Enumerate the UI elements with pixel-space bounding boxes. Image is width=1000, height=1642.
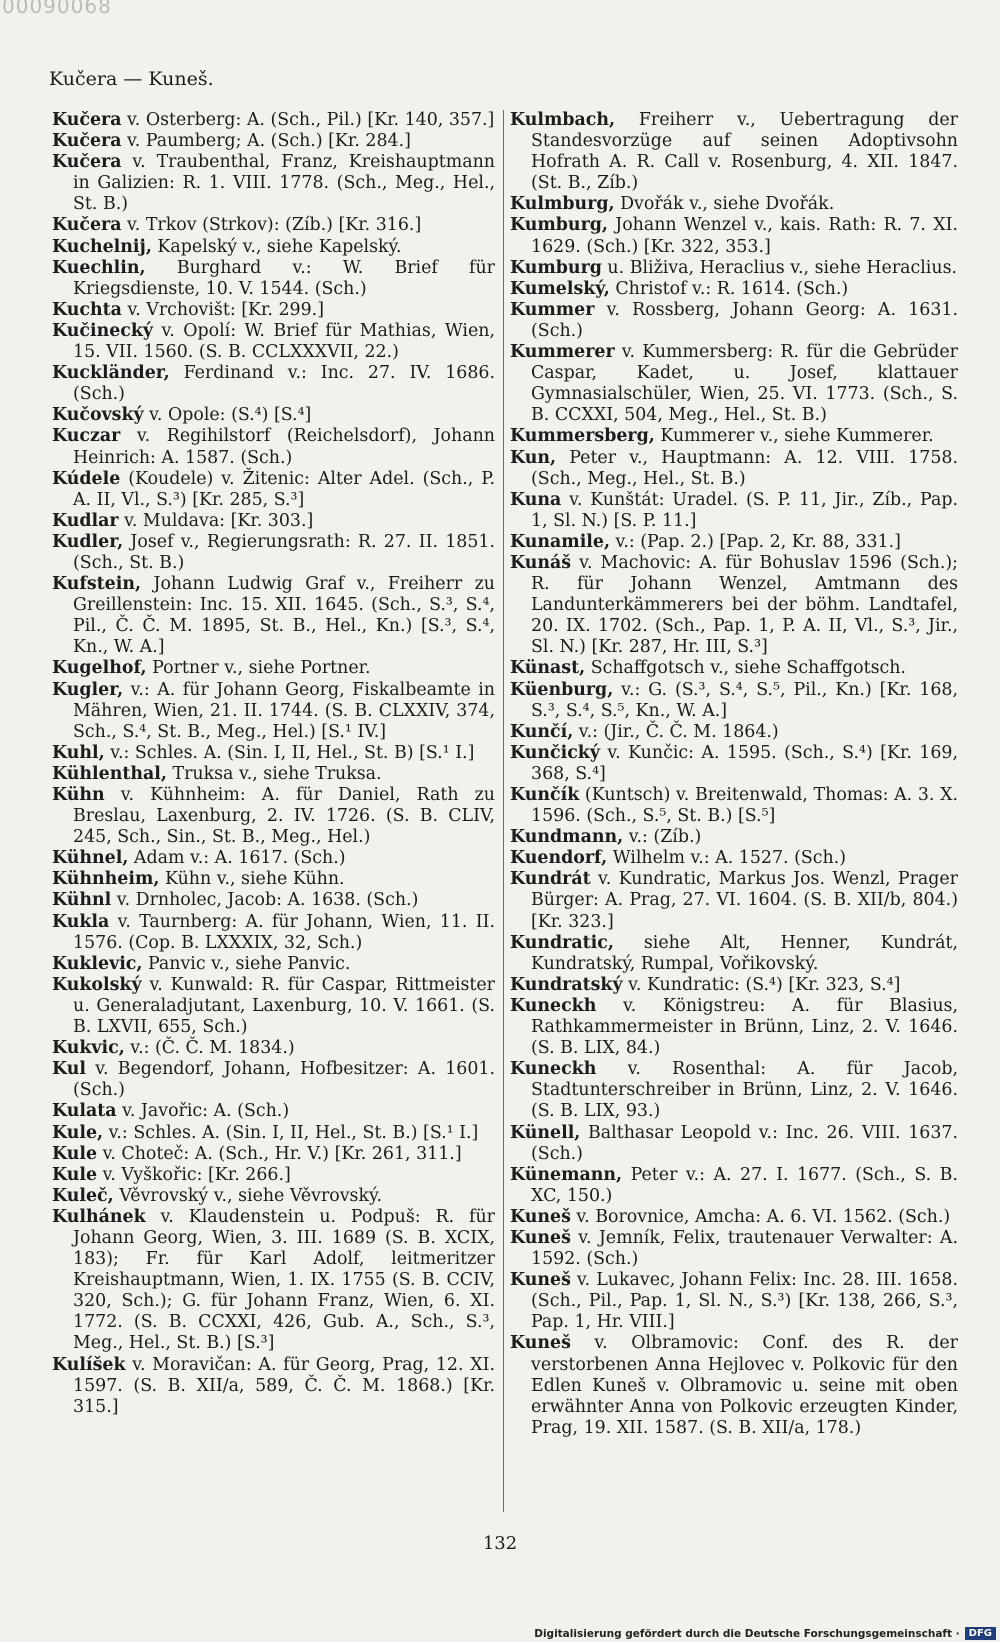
entry-headword: Kunáš xyxy=(510,552,572,573)
entry-text: v.: A. für Johann Georg, Fiskalbeamte in Mähren, Wien, 21. II. 1744. (S. B. CLXXIV, 374, Sch., S.⁴, St. B., Meg., Hel.) [S.¹ IV.] xyxy=(73,679,495,742)
dfg-logo: DFG xyxy=(965,1627,996,1640)
entry-text: v.: (Jir., Č. Č. M. 1864.) xyxy=(573,721,779,742)
dictionary-entry xyxy=(510,110,958,194)
dictionary-entry xyxy=(52,1059,495,1101)
entry-headword: Kuczar xyxy=(52,426,121,447)
entry-headword: Kuechlin, xyxy=(52,257,146,278)
entry-text: v. Lukavec, Johann Felix: Inc. 28. III. 1658. (Sch., Pil., Pap. 1, Sl. N., S.³) [Kr. 138, 266, S.³, Pap. 1, Hr. VIII.] xyxy=(531,1270,958,1333)
dictionary-entry xyxy=(52,237,495,258)
dictionary-entry xyxy=(510,827,958,848)
entry-text: Adam v.: A. 1617. (Sch.) xyxy=(128,848,346,869)
entry-headword: Kunamile, xyxy=(510,531,611,552)
entry-text: v. Kühnheim: A. für Daniel, Rath zu Breslau, Laxenburg, 2. IV. 1726. (S. B. CLIV, 245, Sch., Sin., St. B., Meg., Hel.) xyxy=(73,785,495,848)
entry-headword: Kudler, xyxy=(52,531,124,552)
dictionary-entry xyxy=(510,722,958,743)
entry-text: Burghard v.: W. Brief für Kriegsdienste, 10. V. 1544. (Sch.) xyxy=(73,257,495,299)
entry-text: v. Muldava: [Kr. 303.] xyxy=(118,510,314,531)
entry-headword: Künast, xyxy=(510,658,586,679)
entry-text: v. Javořic: A. (Sch.) xyxy=(116,1101,290,1122)
dictionary-entry xyxy=(510,680,958,722)
entry-headword: Kuneš xyxy=(510,1227,571,1248)
left-column xyxy=(52,110,495,1418)
entry-headword: Kuchelnij, xyxy=(52,236,152,257)
dictionary-entry xyxy=(52,785,495,848)
entry-headword: Kuneckh xyxy=(510,995,597,1016)
dictionary-entry xyxy=(52,532,495,574)
entry-text: v. Kunčic: A. 1595. (Sch., S.⁴) [Kr. 169, 368, S.⁴] xyxy=(531,742,958,784)
entry-headword: Kühnel, xyxy=(52,848,129,869)
dictionary-entry xyxy=(52,890,495,911)
entry-text: Kapelský v., siehe Kapelský. xyxy=(151,236,402,257)
entry-headword: Künell, xyxy=(510,1122,581,1143)
entry-headword: Kučera xyxy=(52,215,122,236)
entry-text: Wilhelm v.: A. 1527. (Sch.) xyxy=(607,848,847,869)
entry-headword: Kuleč, xyxy=(52,1185,114,1206)
entry-text: v. Rossberg, Johann Georg: A. 1631. (Sch.) xyxy=(531,299,958,341)
dictionary-entry xyxy=(510,1228,958,1270)
entry-headword: Kulhánek xyxy=(52,1206,146,1227)
entry-text: v.: Schles. A. (Sin. I, II, Hel., St. B.) [S.¹ I.] xyxy=(103,1122,479,1143)
dictionary-entry xyxy=(510,869,958,932)
dictionary-entry xyxy=(52,848,495,869)
dictionary-entry xyxy=(510,1207,958,1228)
entry-text: v.: (Zíb.) xyxy=(623,827,702,848)
entry-text: u. Bliživa, Heraclius v., siehe Heraclius. xyxy=(601,257,958,278)
entry-headword: Kühnl xyxy=(52,890,112,911)
dictionary-entry xyxy=(510,215,958,257)
entry-headword: Kummersberg, xyxy=(510,426,655,447)
dictionary-entry xyxy=(52,680,495,743)
entry-text: Freiherr v., Uebertragung der Standesvorzüge auf seinen Adoptivsohn Hofrath A. R. Call v. Rosenburg, 4. XII. 1847. (St. B., Zíb.) xyxy=(531,110,958,194)
entry-headword: Kulmbach, xyxy=(510,110,616,130)
dictionary-entry xyxy=(52,363,495,405)
dictionary-entry xyxy=(510,448,958,490)
dictionary-entry xyxy=(52,110,495,131)
footer-credit: Digitalisierung gefördert durch die Deutsche Forschungsgemeinschaft · xyxy=(534,1627,960,1640)
entry-headword: Kukolský xyxy=(52,974,142,995)
entry-text: v. Moravičan: A. für Georg, Prag, 12. XI. 1597. (S. B. XII/a, 589, Č. Č. M. 1868.) [Kr. 315.] xyxy=(73,1354,495,1417)
entry-headword: Kuneš xyxy=(510,1206,571,1227)
entry-headword: Küenburg, xyxy=(510,679,614,700)
entry-headword: Kuneckh xyxy=(510,1059,597,1080)
entry-headword: Kunčík xyxy=(510,785,580,805)
dictionary-entry xyxy=(52,1186,495,1207)
dictionary-entry xyxy=(510,194,958,215)
entry-headword: Kul xyxy=(52,1059,86,1080)
entry-headword: Kulata xyxy=(52,1101,117,1122)
dictionary-entry xyxy=(52,1123,495,1144)
entry-headword: Kule, xyxy=(52,1122,104,1143)
entry-text: v. Machovic: A. für Bohuslav 1596 (Sch.); R. für Johann Wenzel, Amtmann des Landunterkämmerers bei der böhm. Landtafel, 20. IX. 1702. (Sch., Pap. 1, P. A. II, Vl., S.³, Jir., Sl. N.) [Kr. 287, Hr. III, S.³] xyxy=(531,552,958,658)
entry-text: v.: G. (S.³, S.⁴, S.⁵, Pil., Kn.) [Kr. 168, S.³, S.⁴, S.⁵, Kn., W. A.] xyxy=(531,679,958,721)
dictionary-entry xyxy=(510,658,958,679)
entry-text: v. Königstreu: A. für Blasius, Rathkammermeister in Brünn, Linz, 2. V. 1646. (S. B. LIX, 84.) xyxy=(531,995,958,1059)
dictionary-entry xyxy=(510,743,958,785)
entry-text: (Koudele) v. Žitenic: Alter Adel. (Sch., P. A. II, Vl., S.³) [Kr. 285, S.³] xyxy=(73,468,495,510)
dictionary-entry xyxy=(510,1123,958,1165)
entry-text: v.: (Č. Č. M. 1834.) xyxy=(124,1038,295,1059)
dictionary-entry xyxy=(52,975,495,1038)
entry-headword: Künemann, xyxy=(510,1164,623,1185)
entry-text: Kühn v., siehe Kühn. xyxy=(159,869,345,890)
entry-headword: Kuhl, xyxy=(52,742,105,763)
entry-text: v. Kundratic, Markus Jos. Wenzl, Prager Bürger: A. Prag, 27. VI. 1604. (S. B. XII/b, 804.) [Kr. 323.] xyxy=(531,869,958,932)
dictionary-entry xyxy=(52,152,495,215)
entry-text: Ferdinand v.: Inc. 27. IV. 1686. (Sch.) xyxy=(73,363,495,405)
dictionary-entry xyxy=(52,258,495,300)
entry-headword: Kuna xyxy=(510,489,562,510)
entry-headword: Kunčický xyxy=(510,742,600,763)
entry-text: Portner v., siehe Portner. xyxy=(146,658,371,679)
entry-text: Peter v.: A. 27. I. 1677. (Sch., S. B. XC, 150.) xyxy=(531,1164,958,1206)
entry-headword: Kudlar xyxy=(52,510,119,531)
entry-text: v. Jemník, Felix, trautenauer Verwalter: A. 1592. (Sch.) xyxy=(531,1227,958,1270)
entry-headword: Kuckländer, xyxy=(52,363,170,384)
dictionary-entry xyxy=(52,743,495,764)
dictionary-entry xyxy=(52,869,495,890)
entry-headword: Kučera xyxy=(52,131,122,152)
entry-text: v. Vyškořic: [Kr. 266.] xyxy=(97,1164,291,1185)
dictionary-entry xyxy=(52,658,495,679)
entry-text: v.: (Pap. 2.) [Pap. 2, Kr. 88, 331.] xyxy=(610,531,901,552)
entry-headword: Kučovský xyxy=(52,405,144,426)
entry-text: v. Paumberg; A. (Sch.) [Kr. 284.] xyxy=(121,131,411,152)
dictionary-entry xyxy=(52,574,495,658)
dictionary-entry xyxy=(52,1101,495,1122)
dictionary-entry xyxy=(510,426,958,447)
entry-headword: Kulíšek xyxy=(52,1354,126,1375)
dictionary-entry xyxy=(52,912,495,954)
entry-text: v. Opolí: W. Brief für Mathias, Wien, 15. VII. 1560. (S. B. CCLXXXVII, 22.) xyxy=(73,320,495,363)
entry-headword: Kundmann, xyxy=(510,827,624,848)
scan-id-mark: 00090068 xyxy=(2,0,112,18)
dictionary-entry xyxy=(52,1165,495,1186)
entry-text: v. Taurnberg: A. für Johann, Wien, 11. II. 1576. (Cop. B. LXXXIX, 32, Sch.) xyxy=(73,911,495,953)
dictionary-entry xyxy=(510,975,958,996)
dictionary-entry xyxy=(52,1355,495,1418)
dictionary-entry xyxy=(510,1333,958,1438)
entry-headword: Kučera xyxy=(52,152,122,173)
entry-headword: Kundratský xyxy=(510,974,623,995)
entry-text: v. Kundratic: (S.⁴) [Kr. 323, S.⁴] xyxy=(622,974,901,995)
dictionary-entry xyxy=(52,1207,495,1355)
dictionary-entry xyxy=(52,300,495,321)
entry-text: v. Klaudenstein u. Podpuš: R. für Johann Georg, Wien, 3. III. 1689 (S. B. XCIX, 183); Fr. für Karl Adolf, leitmeritzer Kreishauptmann, Wien, 1. IX. 1755 (S. B. CCIV, 320, Sch.); G. für Johann Franz, Wien, 6. XI. 1772. (S. B. CCXXI, 426, Gub. A., Sch., S.³, Meg., Hel., St. B.) [S.³] xyxy=(73,1206,495,1354)
page-number: 132 xyxy=(482,1533,518,1554)
dictionary-entry xyxy=(510,553,958,658)
entry-headword: Kummerer xyxy=(510,342,615,363)
entry-headword: Kundrát xyxy=(510,869,591,890)
entry-headword: Kule xyxy=(52,1164,98,1185)
footer xyxy=(534,1627,996,1640)
entry-text: v. Rosenthal: A. für Jacob, Stadtunterschreiber in Brünn, Linz, 2. V. 1646. (S. B. LIX, 93.) xyxy=(531,1059,958,1122)
entry-text: v. Trkov (Strkov): (Zíb.) [Kr. 316.] xyxy=(121,215,422,236)
entry-headword: Kun, xyxy=(510,447,557,468)
entry-headword: Kúdele xyxy=(52,468,121,489)
dictionary-entry xyxy=(52,954,495,975)
entry-text: Johann Ludwig Graf v., Freiherr zu Greillenstein: Inc. 15. XII. 1645. (Sch., S.³, S.⁴, Pil., Č. Č. M. 1895, St. B., Hel., Kn.) [S.³, S.⁴, Kn., W. A.] xyxy=(73,574,495,658)
entry-text: v. Osterberg: A. (Sch., Pil.) [Kr. 140, 357.] xyxy=(121,110,495,130)
dictionary-entry xyxy=(52,321,495,363)
entry-headword: Kugler, xyxy=(52,679,124,700)
dictionary-entry xyxy=(52,1038,495,1059)
entry-text: (Kuntsch) v. Breitenwald, Thomas: A. 3. X. 1596. (Sch., S.⁵, St. B.) [S.⁵] xyxy=(531,785,958,827)
entry-text: Josef v., Regierungsrath: R. 27. II. 1851. (Sch., St. B.) xyxy=(73,531,495,573)
running-head: Kučera — Kuneš. xyxy=(49,68,214,90)
entry-headword: Kučinecký xyxy=(52,320,154,341)
dictionary-entry xyxy=(52,469,495,511)
dictionary-entry xyxy=(510,1165,958,1207)
entry-headword: Kučera xyxy=(52,110,122,130)
entry-text: v. Regihilstorf (Reichelsdorf), Johann Heinrich: A. 1587. (Sch.) xyxy=(73,426,495,468)
dictionary-entry xyxy=(510,342,958,426)
entry-text: v. Kunwald: R. für Caspar, Rittmeister u. Generaladjutant, Laxenburg, 10. V. 1661. (S. B. LXVII, 655, Sch.) xyxy=(73,974,495,1038)
entry-headword: Kühlenthal, xyxy=(52,763,167,784)
entry-headword: Kuneš xyxy=(510,1270,571,1291)
dictionary-entry xyxy=(52,511,495,532)
dictionary-entry xyxy=(510,1270,958,1333)
dictionary-entry xyxy=(52,764,495,785)
entry-text: v. Olbramovic: Conf. des R. der verstorbenen Anna Hejlovec v. Polkovic für den Edlen Kuneš v. Olbramovic u. seine mit oben erwähnter Anna von Polkovic erzeugten Kinder, Prag, 19. XII. 1587. (S. B. XII/a, 178.) xyxy=(531,1333,958,1438)
entry-headword: Kukla xyxy=(52,911,110,932)
dictionary-entry xyxy=(510,258,958,279)
entry-text: Věvrovský v., siehe Věvrovský. xyxy=(113,1185,383,1206)
entry-headword: Kumelský, xyxy=(510,278,610,299)
entry-text: Christof v.: R. 1614. (Sch.) xyxy=(609,278,849,299)
dictionary-entry xyxy=(510,532,958,553)
entry-text: v. Borovnice, Amcha: A. 6. VI. 1562. (Sch.) xyxy=(570,1206,951,1227)
entry-text: v. Drnholec, Jacob: A. 1638. (Sch.) xyxy=(111,890,419,911)
column-divider xyxy=(503,110,504,1512)
entry-headword: Kuklevic, xyxy=(52,953,143,974)
entry-text: v. Opole: (S.⁴) [S.⁴] xyxy=(143,405,312,426)
entry-text: v. Kummersberg: R. für die Gebrüder Caspar, Kadet, u. Josef, klattauer Gymnasialschüler, Wien, 25. VI. 1773. (Sch., S. B. CCXXI, 504, Meg., Hel., St. B.) xyxy=(531,342,958,426)
dictionary-entry xyxy=(510,785,958,827)
entry-headword: Kugelhof, xyxy=(52,658,147,679)
entry-headword: Kummer xyxy=(510,299,595,320)
entry-headword: Kulmburg, xyxy=(510,194,615,215)
entry-text: siehe Alt, Henner, Kundrát, Kundratský, Rumpal, Vořikovský. xyxy=(531,932,958,974)
entry-headword: Kundratic, xyxy=(510,932,614,953)
entry-headword: Kuendorf, xyxy=(510,848,608,869)
entry-text: Johann Wenzel v., kais. Rath: R. 7. XI. 1629. (Sch.) [Kr. 322, 353.] xyxy=(531,215,958,257)
entry-headword: Kumburg, xyxy=(510,215,608,236)
entry-text: Panvic v., siehe Panvic. xyxy=(142,953,351,974)
entry-text: v. Kunštát: Uradel. (S. P. 11, Jir., Zíb., Pap. 1, Sl. N.) [S. P. 11.] xyxy=(531,489,958,531)
entry-text: Kummerer v., siehe Kummerer. xyxy=(654,426,934,447)
entry-text: v. Traubenthal, Franz, Kreishauptmann in Galizien: R. 1. VIII. 1778. (Sch., Meg., Hel., St. B.) xyxy=(73,152,495,215)
dictionary-entry xyxy=(52,215,495,236)
entry-text: Dvořák v., siehe Dvořák. xyxy=(614,194,835,215)
dictionary-entry xyxy=(510,490,958,532)
dictionary-entry xyxy=(52,426,495,468)
dictionary-entry xyxy=(510,933,958,975)
entry-headword: Kunčí, xyxy=(510,721,574,742)
entry-text: Truksa v., siehe Truksa. xyxy=(166,763,382,784)
entry-text: v. Begendorf, Johann, Hofbesitzer: A. 1601. (Sch.) xyxy=(73,1059,495,1101)
entry-headword: Kumburg xyxy=(510,257,602,278)
entry-text: v.: Schles. A. (Sin. I, II, Hel., St. B) [S.¹ I.] xyxy=(104,742,475,763)
dictionary-entry xyxy=(52,1144,495,1165)
entry-headword: Kuchta xyxy=(52,299,122,320)
entry-headword: Kukvic, xyxy=(52,1038,125,1059)
dictionary-entry xyxy=(510,279,958,300)
entry-text: Peter v., Hauptmann: A. 12. VIII. 1758. (Sch., Meg., Hel., St. B.) xyxy=(531,447,958,489)
entry-headword: Kufstein, xyxy=(52,574,142,595)
entry-text: v. Vrchovišt: [Kr. 299.] xyxy=(121,299,324,320)
entry-headword: Kule xyxy=(52,1143,98,1164)
entry-headword: Kühnheim, xyxy=(52,869,160,890)
dictionary-entry xyxy=(510,1059,958,1122)
entry-text: Schaffgotsch v., siehe Schaffgotsch. xyxy=(585,658,906,679)
entry-text: v. Choteč: A. (Sch., Hr. V.) [Kr. 261, 311.] xyxy=(97,1143,462,1164)
right-column xyxy=(510,110,958,1439)
dictionary-entry xyxy=(52,131,495,152)
dictionary-entry xyxy=(510,300,958,342)
dictionary-entry xyxy=(510,848,958,869)
dictionary-entry xyxy=(510,996,958,1059)
dictionary-entry xyxy=(52,405,495,426)
entry-headword: Kuneš xyxy=(510,1333,571,1354)
entry-text: Balthasar Leopold v.: Inc. 26. VIII. 1637. (Sch.) xyxy=(531,1122,958,1164)
entry-headword: Kühn xyxy=(52,785,105,805)
